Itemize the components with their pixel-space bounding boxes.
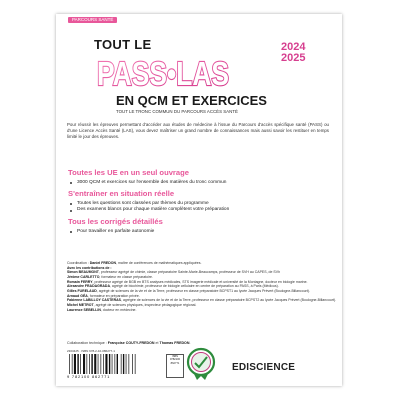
credit-row: Jérôme CARLETTO, formateur en classe préparatoire. <box>67 274 153 279</box>
brand-logo <box>95 56 231 90</box>
credit-row: Arnaud GÉA, formateur en préparation privée. <box>67 293 140 298</box>
book-back-cover <box>56 14 342 386</box>
collection-badge: PARCOURS SANTÉ <box>68 17 117 23</box>
list-item: Des examens blancs pour chaque matière complètent votre préparation <box>70 207 229 213</box>
intro-paragraph: Pour réussir les épreuves permettant d'accéder aux études de médecine à l'issue du Parcours d'accès spécifique santé (PASS) ou d'une Licence Accès Santé (LAS), vous devez maîtriser un grand nombre de connaissances mais aussi savoir les restituer en temps limité le jour des épreuves. <box>67 122 329 139</box>
year-start: 2024 <box>281 41 306 53</box>
section-title-ue: Toutes les UE en un seul ouvrage <box>68 168 189 177</box>
barcode-block <box>67 349 183 381</box>
bullet-icon <box>70 203 72 205</box>
list-item: Pour travailler en parfaite autonomie <box>70 229 154 235</box>
publisher-logo: EDISCIENCE <box>232 362 296 373</box>
isbn-digits: 9 782100 862771 <box>67 374 111 379</box>
section-list-corriges <box>70 229 154 235</box>
credit-row: Avec les contributions de : <box>67 265 112 270</box>
credit-row: Fabienne LABILLOY CASTERAS, agrégée de sciences de la vie et de la Terre, professeur en classe préparatoire BCPST2 au lycée Jacques Prévert (Boulogne-Billancourt). <box>67 298 337 303</box>
credit-row: Simon BEAUMONT, professeur agrégé de chimie, classe préparatoire Sainte-Marie-Beaucamps, professeur de SVH au CAPES, de SVh <box>67 270 281 275</box>
credit-row: Michel METROT, agrégé de sciences physiques, inspecteur pédagogique régional. <box>67 302 197 307</box>
credit-row: Romain FERRY, professeur agrégé de BGB en BTS analyses médicales, STS imagerie médicale et université de la Montagne, docteur en biologie marine. <box>67 279 308 284</box>
tagline: TOUT LE TRONC COMMUN DU PARCOURS ACCÈS SANTÉ <box>116 109 238 114</box>
bullet-icon <box>70 182 72 184</box>
section-list-ue <box>70 180 226 186</box>
list-item: 3000 QCM et exercices sur l'ensemble des matières du tronc commun <box>70 180 226 186</box>
section-title-situation: S'entraîner en situation réelle <box>68 189 175 198</box>
edition-year <box>281 42 305 64</box>
credit-row: Coordination : Daniel FREDON, maître de conférences de mathématiques appliquées. <box>67 261 202 265</box>
credit-row: Alexandre FRADAGRADA, agrégé de biochimie, professeur de biologie cellulaire en centre de préparation au PASS, à Paris (Médicus). <box>67 284 279 289</box>
isbn-reference: 2303425 · ISBN 978-2-10-086277-1 <box>67 349 115 353</box>
list-item: Toutes les questions sont classées par thèmes du programme <box>70 201 229 207</box>
technical-collaboration: Collaboration technique : Françoise COUTY-FREDON et Thomas FREDON. <box>67 341 191 345</box>
book-subtitle: EN QCM ET EXERCICES <box>116 93 267 108</box>
credit-row: Gilles FURELAUD, agrégé de sciences de la vie et de la Terre, professeur en classe préparatoire BCPST1 au lycée Jacques Prévert (Boulogne-Billancourt). <box>67 288 310 293</box>
price-label: ISBN 9782100 862771 <box>166 354 184 378</box>
section-title-corriges: Tous les corrigés détaillés <box>68 217 163 226</box>
barcode-icon <box>67 354 163 374</box>
seal-icon <box>186 347 216 381</box>
contributors-list <box>67 261 337 312</box>
credit-row: Laurence SEBELLIN, docteur en médecine. <box>67 307 137 312</box>
section-list-situation <box>70 201 229 214</box>
year-end: 2025 <box>281 52 306 64</box>
svg-text:PASS•LAS: PASS•LAS <box>97 55 229 92</box>
bullet-icon <box>70 210 72 212</box>
title-prefix: TOUT LE <box>94 37 152 52</box>
bullet-icon <box>70 231 72 233</box>
